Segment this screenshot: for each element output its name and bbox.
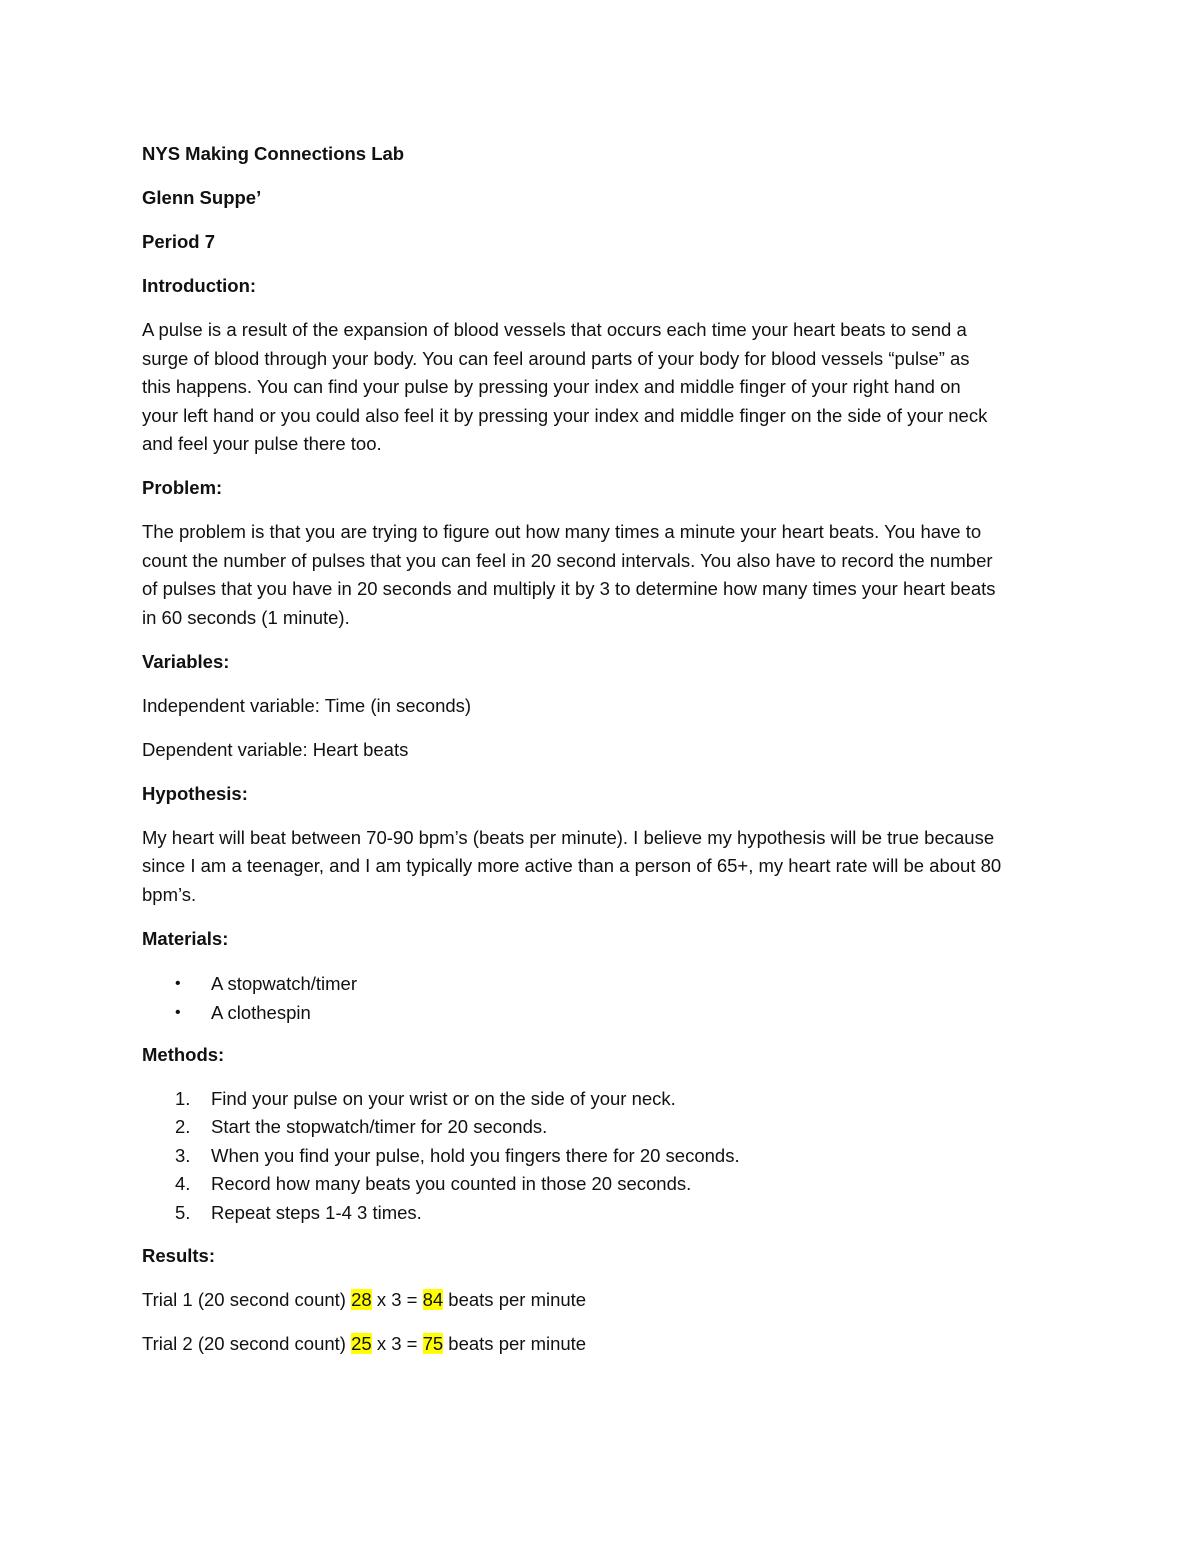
problem-line: The problem is that you are trying to figure out how many times a minute your heart beats. You have to bbox=[142, 521, 982, 542]
list-item bbox=[142, 969, 1062, 998]
hypothesis-line: My heart will beat between 70-90 bpm’s (beats per minute). I believe my hypothesis will be true because bbox=[142, 826, 995, 848]
hypothesis-line: bpm’s. bbox=[142, 883, 197, 905]
document-title: NYS Making Connections Lab bbox=[142, 143, 405, 164]
hypothesis-paragraph bbox=[142, 824, 1062, 910]
step-text: Start the stopwatch/timer for 20 seconds. bbox=[211, 1116, 548, 1137]
dependent-variable: Dependent variable: Heart beats bbox=[142, 738, 409, 760]
material-label: A stopwatch/timer bbox=[211, 972, 358, 994]
materials-heading: Materials: bbox=[142, 927, 229, 949]
list-item bbox=[142, 1085, 1062, 1114]
list-item bbox=[142, 1170, 1062, 1199]
bullet-icon: • bbox=[175, 1003, 181, 1021]
unit-label: beats per minute bbox=[448, 1333, 587, 1354]
materials-list bbox=[142, 969, 1062, 1027]
highlighted-count: 28 bbox=[351, 1289, 372, 1310]
introduction-line: your left hand or you could also feel it by pressing your index and middle finger on the side of your neck bbox=[142, 404, 988, 426]
step-number: 1. bbox=[175, 1087, 191, 1109]
unit-label: beats per minute bbox=[448, 1289, 587, 1310]
step-text: Repeat steps 1-4 3 times. bbox=[211, 1201, 422, 1223]
introduction-heading: Introduction: bbox=[142, 275, 257, 296]
multiplier: x 3 = bbox=[376, 1333, 418, 1354]
introduction-line: A pulse is a result of the expansion of blood vessels that occurs each time your heart beats to send a bbox=[142, 319, 967, 340]
highlighted-bpm: 75 bbox=[422, 1333, 444, 1354]
problem-line: in 60 seconds (1 minute). bbox=[142, 606, 350, 628]
problem-line: count the number of pulses that you can feel in 20 second intervals. You also have to record the number bbox=[142, 549, 993, 571]
list-item bbox=[142, 1113, 1062, 1142]
introduction-paragraph bbox=[142, 316, 1062, 459]
problem-heading: Problem: bbox=[142, 477, 223, 498]
step-number: 2. bbox=[175, 1116, 191, 1137]
hypothesis-heading: Hypothesis: bbox=[142, 782, 248, 804]
step-number: 5. bbox=[175, 1201, 191, 1223]
step-text: When you find your pulse, hold you fingers there for 20 seconds. bbox=[211, 1144, 740, 1166]
results-heading: Results: bbox=[142, 1245, 215, 1266]
independent-variable: Independent variable: Time (in seconds) bbox=[142, 694, 472, 716]
problem-paragraph bbox=[142, 518, 1062, 632]
highlighted-bpm: 84 bbox=[422, 1289, 444, 1310]
material-label: A clothespin bbox=[211, 1001, 311, 1023]
document-page bbox=[142, 140, 1062, 1374]
trial-label: Trial 1 (20 second count) bbox=[142, 1289, 346, 1310]
step-number: 3. bbox=[175, 1144, 191, 1166]
class-period: Period 7 bbox=[142, 231, 215, 252]
methods-list bbox=[142, 1085, 1062, 1228]
list-item bbox=[142, 1199, 1062, 1228]
list-item bbox=[142, 998, 1062, 1027]
introduction-line: and feel your pulse there too. bbox=[142, 433, 382, 454]
trial-result bbox=[142, 1286, 1062, 1315]
step-text: Record how many beats you counted in those 20 seconds. bbox=[211, 1173, 692, 1194]
introduction-line: surge of blood through your body. You can feel around parts of your body for blood vessels “pulse” as bbox=[142, 347, 970, 369]
multiplier: x 3 = bbox=[376, 1289, 418, 1310]
step-text: Find your pulse on your wrist or on the side of your neck. bbox=[211, 1087, 676, 1109]
bullet-icon: • bbox=[175, 974, 181, 992]
problem-line: of pulses that you have in 20 seconds and multiply it by 3 to determine how many times your heart beats bbox=[142, 578, 996, 599]
introduction-line: this happens. You can find your pulse by pressing your index and middle finger of your right hand on bbox=[142, 376, 961, 397]
trial-label: Trial 2 (20 second count) bbox=[142, 1333, 346, 1354]
step-number: 4. bbox=[175, 1173, 191, 1194]
variables-heading: Variables: bbox=[142, 650, 230, 672]
highlighted-count: 25 bbox=[351, 1333, 372, 1354]
trial-result bbox=[142, 1330, 1062, 1359]
list-item bbox=[142, 1142, 1062, 1171]
author-name: Glenn Suppe’ bbox=[142, 187, 262, 208]
methods-heading: Methods: bbox=[142, 1043, 225, 1065]
hypothesis-line: since I am a teenager, and I am typically more active than a person of 65+, my heart rate will be about 80 bbox=[142, 855, 1002, 876]
